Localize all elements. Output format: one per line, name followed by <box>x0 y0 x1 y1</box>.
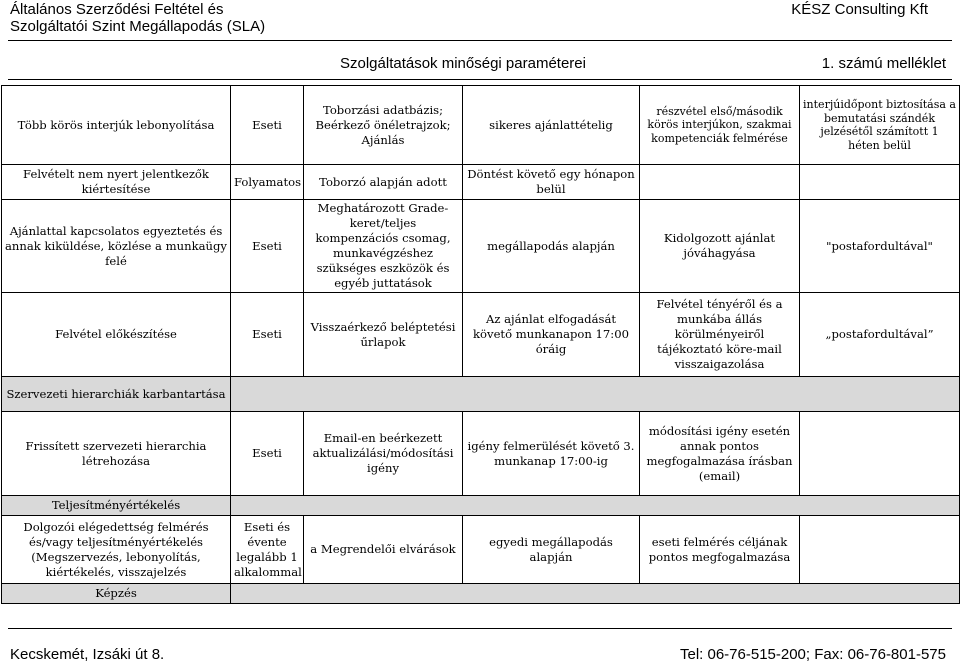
client-task-cell: módosítási igény esetén annak pontos megfogalmazása írásban (email) <box>640 412 800 496</box>
document-title-line2: Szolgáltatói Szint Megállapodás (SLA) <box>10 18 266 35</box>
frequency-cell: Eseti <box>231 86 304 165</box>
header-divider <box>8 40 952 41</box>
footer-contact: Tel: 06-76-515-200; Fax: 06-76-801-575 <box>679 646 946 663</box>
frequency-cell: Eseti <box>231 412 304 496</box>
deadline-cell: Az ajánlat elfogadását követő munkanapon 17:00 óráig <box>463 293 640 377</box>
section-fill <box>231 377 960 412</box>
section-header-row <box>2 377 960 412</box>
table-row <box>2 165 960 200</box>
client-task-cell: részvétel első/második körös interjúkon, szakmai kompetenciák felmérése <box>640 86 800 165</box>
input-cell: Visszaérkező beléptetési űrlapok <box>304 293 463 377</box>
table-row <box>2 293 960 377</box>
frequency-cell: Eseti <box>231 293 304 377</box>
response-time-cell <box>800 412 960 496</box>
frequency-cell: Eseti <box>231 200 304 293</box>
service-cell: Felvételt nem nyert jelentkezők kiértesítése <box>2 165 231 200</box>
service-cell: Ajánlattal kapcsolatos egyeztetés és annak kiküldése, közlése a munkaügy felé <box>2 200 231 293</box>
input-cell: Meghatározott Grade-keret/teljes kompenzációs csomag, munkavégzéshez szükséges eszközök és egyéb juttatások <box>304 200 463 293</box>
deadline-cell: egyedi megállapodás alapján <box>463 516 640 584</box>
table-row <box>2 200 960 293</box>
deadline-cell: Döntést követő egy hónapon belül <box>463 165 640 200</box>
footer-address: Kecskemét, Izsáki út 8. <box>10 646 165 663</box>
section-fill <box>231 496 960 516</box>
input-cell: a Megrendelői elvárások <box>304 516 463 584</box>
document-title <box>10 1 265 35</box>
input-cell: Email-en beérkezett aktualizálási/módosítási igény <box>304 412 463 496</box>
deadline-cell: megállapodás alapján <box>463 200 640 293</box>
section-title-cell: Szervezeti hierarchiák karbantartása <box>2 377 231 412</box>
service-cell: Több körös interjúk lebonyolítása <box>2 86 231 165</box>
deadline-cell: igény felmerülését követő 3. munkanap 17:00-ig <box>463 412 640 496</box>
table-row <box>2 86 960 165</box>
company-name: KÉSZ Consulting Kft <box>791 1 928 18</box>
subheader-divider <box>8 79 952 80</box>
service-cell: Felvétel előkészítése <box>2 293 231 377</box>
section-title-cell: Teljesítményértékelés <box>2 496 231 516</box>
deadline-cell: sikeres ajánlattételig <box>463 86 640 165</box>
client-task-cell: Felvétel tényéről és a munkába állás körülményeiről tájékoztató köre-mail visszaigazolása <box>640 293 800 377</box>
client-task-cell: eseti felmérés céljának pontos megfogalmazása <box>640 516 800 584</box>
service-cell: Frissített szervezeti hierarchia létrehozása <box>2 412 231 496</box>
frequency-cell: Folyamatos <box>231 165 304 200</box>
input-cell: Toborzási adatbázis; Beérkező önéletrajzok; Ajánlás <box>304 86 463 165</box>
footer-divider <box>8 628 952 629</box>
response-time-cell: interjúidőpont biztosítása a bemutatási szándék jelzésétől számított 1 héten belül <box>800 86 960 165</box>
response-time-cell <box>800 165 960 200</box>
response-time-cell: "postafordultával" <box>800 200 960 293</box>
section-header-row <box>2 496 960 516</box>
table-row <box>2 412 960 496</box>
response-time-cell: „postafordultával” <box>800 293 960 377</box>
document-title-line1: Általános Szerződési Feltétel és <box>10 1 224 18</box>
client-task-cell <box>640 165 800 200</box>
annex-label: 1. számú melléklet <box>821 55 946 72</box>
response-time-cell <box>800 516 960 584</box>
frequency-cell: Eseti és évente legalább 1 alkalommal <box>231 516 304 584</box>
quality-parameters-table <box>1 85 960 604</box>
input-cell: Toborzó alapján adott <box>304 165 463 200</box>
section-title-cell: Képzés <box>2 584 231 604</box>
section-header-row <box>2 584 960 604</box>
section-title: Szolgáltatások minőségi paraméterei <box>340 55 586 72</box>
client-task-cell: Kidolgozott ajánlat jóváhagyása <box>640 200 800 293</box>
service-cell: Dolgozói elégedettség felmérés és/vagy teljesítményértékelés (Megszervezés, lebonyolítás, kiértékelés, visszajelzés <box>2 516 231 584</box>
section-fill <box>231 584 960 604</box>
table-row <box>2 516 960 584</box>
